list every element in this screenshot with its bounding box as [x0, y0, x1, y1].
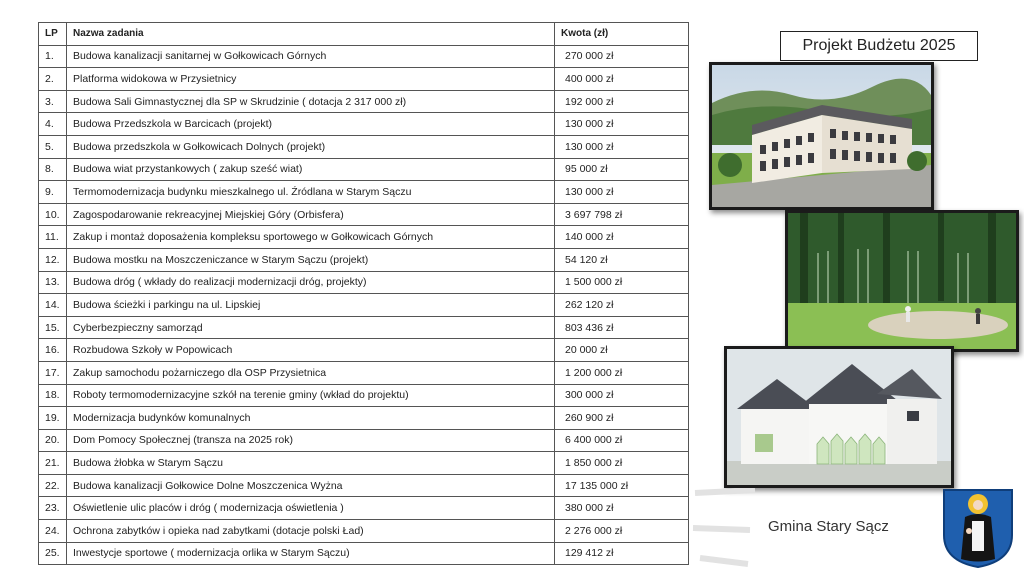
cell-lp: 18.	[39, 384, 67, 407]
cell-lp: 2.	[39, 68, 67, 91]
cell-task-name: Budowa kanalizacji Gołkowice Dolne Moszczenica Wyżna	[67, 474, 555, 497]
cell-task-name: Zakup i montaż doposażenia kompleksu sportowego w Gołkowicach Górnych	[67, 226, 555, 249]
cell-task-name: Budowa ścieżki i parkingu na ul. Lipskiej	[67, 294, 555, 317]
cell-task-name: Budowa wiat przystankowych ( zakup sześć wiat)	[67, 158, 555, 181]
header-lp: LP	[39, 23, 67, 46]
table-header-row	[39, 23, 689, 46]
table-row	[39, 113, 689, 136]
page-title: Projekt Budżetu 2025	[780, 31, 978, 61]
cell-lp: 4.	[39, 113, 67, 136]
table-row	[39, 407, 689, 430]
budget-table	[38, 22, 689, 565]
cell-amount: 803 436 zł	[555, 316, 689, 339]
header-amount: Kwota (zł)	[555, 23, 689, 46]
cell-task-name: Budowa przedszkola w Gołkowicach Dolnych (projekt)	[67, 135, 555, 158]
cell-amount: 262 120 zł	[555, 294, 689, 317]
municipality-name: Gmina Stary Sącz	[768, 518, 889, 535]
park-recreation-image	[785, 210, 1019, 352]
cell-amount: 95 000 zł	[555, 158, 689, 181]
cell-task-name: Termomodernizacja budynku mieszkalnego ul. Źródlana w Starym Sączu	[67, 181, 555, 204]
cell-task-name: Platforma widokowa w Przysietnicy	[67, 68, 555, 91]
cell-lp: 13.	[39, 271, 67, 294]
cell-task-name: Cyberbezpieczny samorząd	[67, 316, 555, 339]
cell-task-name: Dom Pomocy Społecznej (transza na 2025 rok)	[67, 429, 555, 452]
table-row	[39, 226, 689, 249]
cell-task-name: Budowa kanalizacji sanitarnej w Gołkowicach Górnych	[67, 45, 555, 68]
cell-lp: 25.	[39, 542, 67, 565]
cell-amount: 192 000 zł	[555, 90, 689, 113]
cell-lp: 16.	[39, 339, 67, 362]
cell-lp: 20.	[39, 429, 67, 452]
table-row	[39, 203, 689, 226]
cell-task-name: Budowa mostku na Moszczeniczance w Starym Sączu (projekt)	[67, 248, 555, 271]
cell-lp: 15.	[39, 316, 67, 339]
table-row	[39, 90, 689, 113]
school-building-image	[709, 62, 934, 210]
cell-lp: 3.	[39, 90, 67, 113]
cell-task-name: Zagospodarowanie rekreacyjnej Miejskiej Góry (Orbisfera)	[67, 203, 555, 226]
cell-lp: 17.	[39, 361, 67, 384]
table-row	[39, 316, 689, 339]
table-row	[39, 248, 689, 271]
cell-amount: 1 850 000 zł	[555, 452, 689, 475]
cell-task-name: Oświetlenie ulic placów i dróg ( modernizacja oświetlenia )	[67, 497, 555, 520]
cell-task-name: Inwestycje sportowe ( modernizacja orlika w Starym Sączu)	[67, 542, 555, 565]
cell-amount: 2 276 000 zł	[555, 520, 689, 543]
cell-amount: 270 000 zł	[555, 45, 689, 68]
cell-task-name: Roboty termomodernizacyjne szkół na terenie gminy (wkład do projektu)	[67, 384, 555, 407]
cell-amount: 260 900 zł	[555, 407, 689, 430]
cell-lp: 1.	[39, 45, 67, 68]
cell-amount: 130 000 zł	[555, 181, 689, 204]
cell-amount: 130 000 zł	[555, 113, 689, 136]
cell-task-name: Budowa żłobka w Starym Sączu	[67, 452, 555, 475]
table-row	[39, 497, 689, 520]
cell-lp: 14.	[39, 294, 67, 317]
cell-task-name: Budowa dróg ( wkłady do realizacji modernizacji dróg, projekty)	[67, 271, 555, 294]
cell-amount: 17 135 000 zł	[555, 474, 689, 497]
cell-amount: 129 412 zł	[555, 542, 689, 565]
cell-lp: 23.	[39, 497, 67, 520]
cell-lp: 8.	[39, 158, 67, 181]
cell-lp: 5.	[39, 135, 67, 158]
cell-amount: 6 400 000 zł	[555, 429, 689, 452]
cell-task-name: Budowa Przedszkola w Barcicach (projekt)	[67, 113, 555, 136]
cell-amount: 3 697 798 zł	[555, 203, 689, 226]
table-row	[39, 474, 689, 497]
cell-task-name: Modernizacja budynków komunalnych	[67, 407, 555, 430]
cell-amount: 1 500 000 zł	[555, 271, 689, 294]
cell-lp: 24.	[39, 520, 67, 543]
cell-task-name: Rozbudowa Szkoły w Popowicach	[67, 339, 555, 362]
cell-lp: 10.	[39, 203, 67, 226]
cell-lp: 12.	[39, 248, 67, 271]
cell-lp: 19.	[39, 407, 67, 430]
table-row	[39, 181, 689, 204]
cell-task-name: Budowa Sali Gimnastycznej dla SP w Skrudzinie ( dotacja 2 317 000 zł)	[67, 90, 555, 113]
cell-task-name: Ochrona zabytków i opieka nad zabytkami (dotacje polski Ład)	[67, 520, 555, 543]
table-row	[39, 520, 689, 543]
cell-amount: 54 120 zł	[555, 248, 689, 271]
cell-lp: 22.	[39, 474, 67, 497]
cell-lp: 11.	[39, 226, 67, 249]
scan-smudge	[690, 488, 760, 568]
table-row	[39, 294, 689, 317]
table-row	[39, 384, 689, 407]
table-row	[39, 452, 689, 475]
header-task-name: Nazwa zadania	[67, 23, 555, 46]
table-row	[39, 429, 689, 452]
table-row	[39, 271, 689, 294]
table-row	[39, 135, 689, 158]
table-row	[39, 542, 689, 565]
cell-amount: 130 000 zł	[555, 135, 689, 158]
table-row	[39, 45, 689, 68]
table-row	[39, 339, 689, 362]
table-row	[39, 68, 689, 91]
cell-lp: 9.	[39, 181, 67, 204]
table-row	[39, 361, 689, 384]
cell-amount: 380 000 zł	[555, 497, 689, 520]
cell-amount: 400 000 zł	[555, 68, 689, 91]
nursery-building-image	[724, 346, 954, 488]
coat-of-arms-icon	[941, 487, 1015, 569]
cell-amount: 1 200 000 zł	[555, 361, 689, 384]
cell-amount: 300 000 zł	[555, 384, 689, 407]
cell-task-name: Zakup samochodu pożarniczego dla OSP Przysietnica	[67, 361, 555, 384]
cell-amount: 140 000 zł	[555, 226, 689, 249]
table-row	[39, 158, 689, 181]
cell-amount: 20 000 zł	[555, 339, 689, 362]
cell-lp: 21.	[39, 452, 67, 475]
